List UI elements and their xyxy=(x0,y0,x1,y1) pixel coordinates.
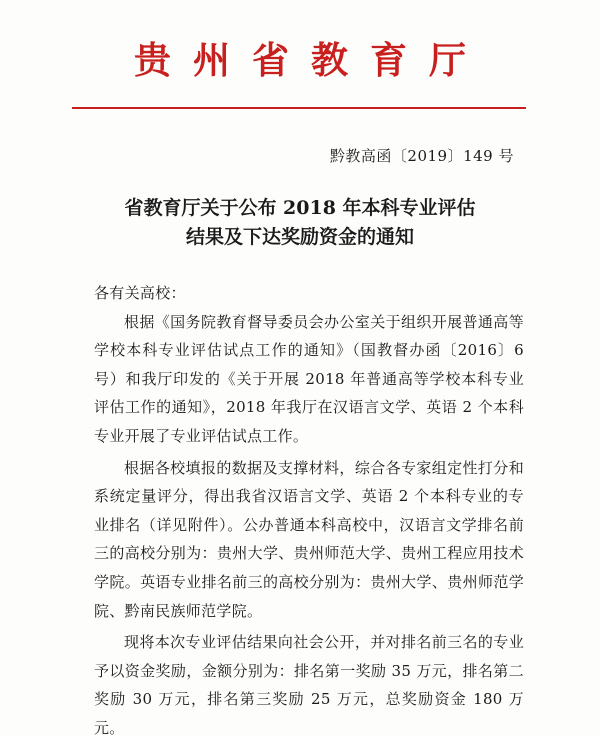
paragraph-2: 根据各校填报的数据及支撑材料，综合各专家组定性打分和系统定量评分，得出我省汉语言文学、英语 2 个本科专业的专业排名（详见附件）。公办普通本科高校中，汉语言文学排名前三的高校分别为：贵州大学、贵州师范大学、贵州工程应用技术学院。英语专业排名前三的高校分别为：贵州大学、贵州师范学院、黔南民族师范学院。 xyxy=(94,458,524,620)
document-title xyxy=(0,194,600,252)
issuer-header: 贵州省教育厅 xyxy=(134,38,488,82)
salutation: 各有关高校： xyxy=(94,284,186,302)
document-title-line-2: 结果及下达奖励资金的通知 xyxy=(185,226,414,248)
document-body xyxy=(94,279,524,743)
header-red-rule xyxy=(72,107,526,109)
paragraph-3: 现将本次专业评估结果向社会公开，并对排名前三名的专业予以资金奖励，金额分别为：排名第一奖励 35 万元，排名第二奖励 30 万元，排名第三奖励 25 万元，总奖励资金 180 万元。 xyxy=(94,633,524,737)
document-title-line-1: 省教育厅关于公布 2018 年本科专业评估 xyxy=(124,197,476,219)
paragraph-1: 根据《国务院教育督导委员会办公室关于组织开展普通高等学校本科专业评估试点工作的通知》（国教督办函〔2016〕6 号）和我厅印发的《关于开展 2018 年普通高等学校本科专业评估工作的通知》，2018 年我厅在汉语言文学、英语 2 个本科专业开展了专业评估试点工作。 xyxy=(94,312,524,445)
document-number: 黔教高函〔2019〕149 号 xyxy=(329,147,514,165)
